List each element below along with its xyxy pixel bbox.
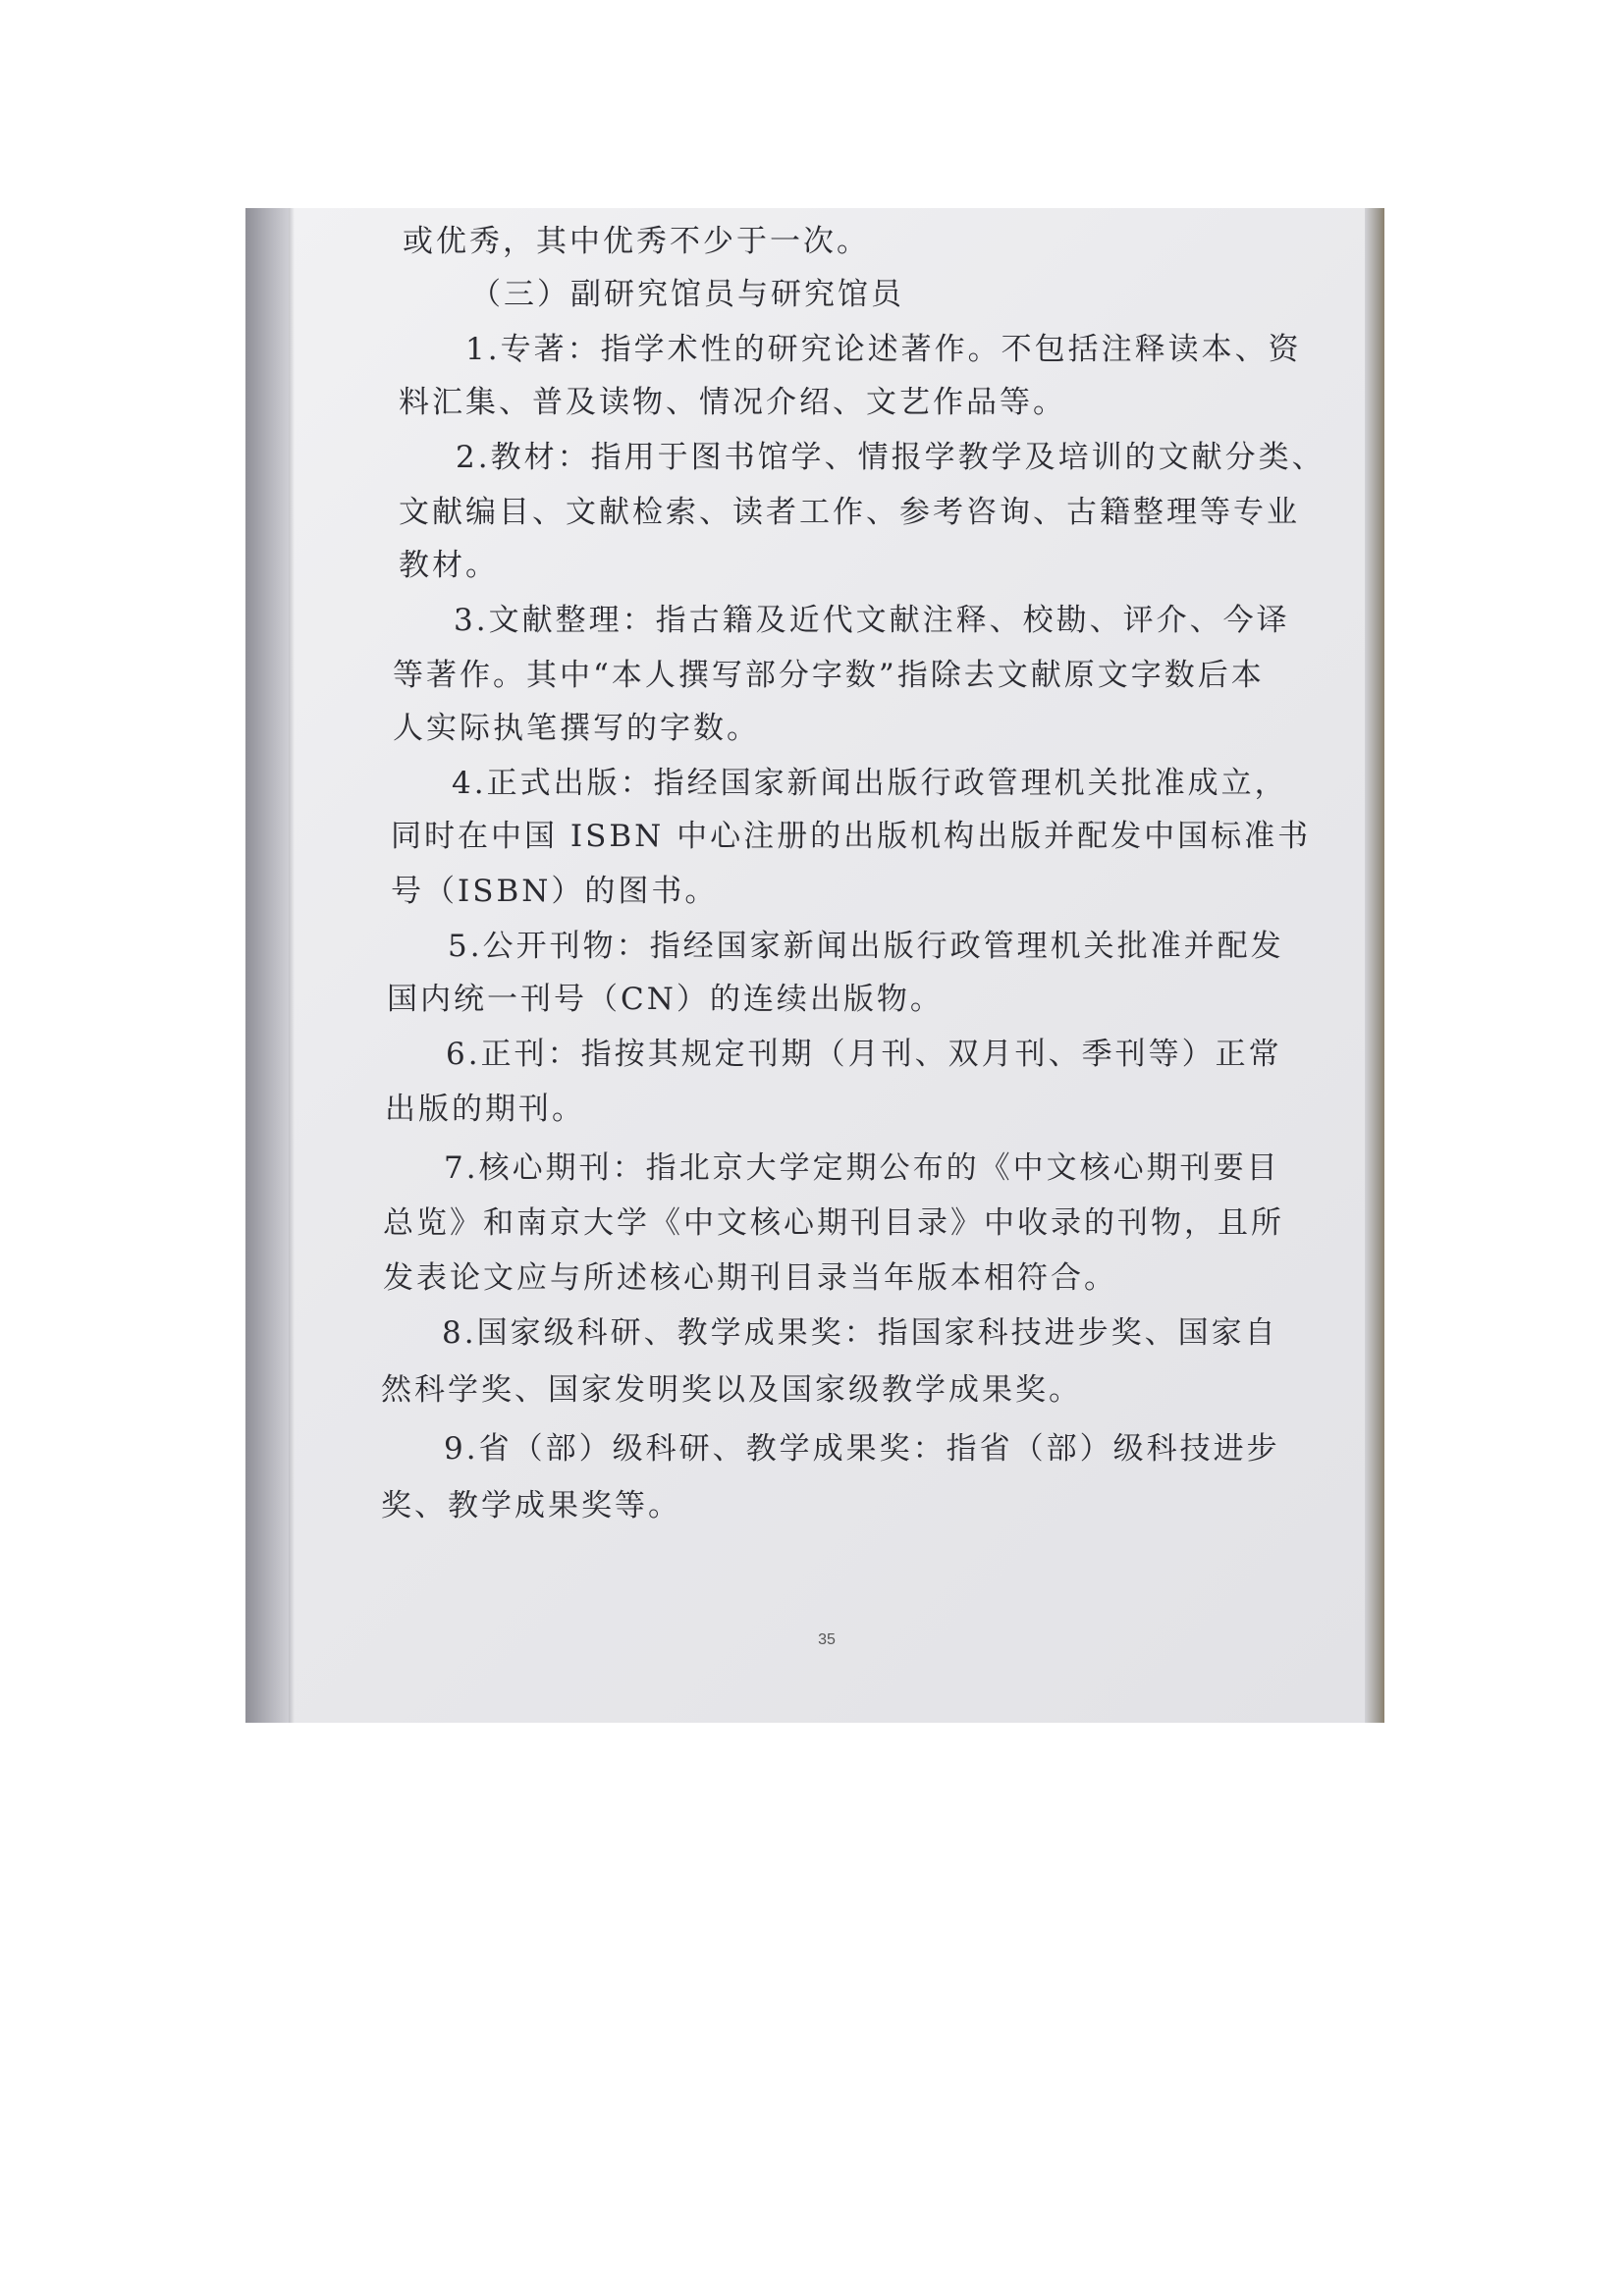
- text-line: 发表论文应与所述核心期刊目录当年版本相符合。: [383, 1260, 1117, 1296]
- text-line: 文献编目、文献检索、读者工作、参考咨询、古籍整理等专业: [399, 495, 1300, 530]
- text-line: 国内统一刊号（CN）的连续出版物。: [387, 982, 944, 1017]
- text-line: 5.公开刊物：指经国家新闻出版行政管理机关批准并配发: [448, 929, 1284, 964]
- document-photo: [245, 208, 1384, 1723]
- text-line: 等著作。其中“本人撰写部分字数”指除去文献原文字数后本: [393, 658, 1265, 693]
- text-line: 号（ISBN）的图书。: [391, 874, 719, 909]
- text-line: 或优秀，其中优秀不少于一次。: [403, 224, 870, 259]
- document-content: [289, 208, 1365, 1723]
- text-line: 料汇集、普及读物、情况介绍、文艺作品等。: [399, 385, 1066, 420]
- text-line: 9.省（部）级科研、教学成果奖：指省（部）级科技进步: [444, 1431, 1280, 1467]
- paper-sheet: [289, 208, 1365, 1723]
- text-line: 8.国家级科研、教学成果奖：指国家科技进步奖、国家自: [442, 1315, 1278, 1351]
- text-line: 同时在中国 ISBN 中心注册的出版机构出版并配发中国标准书: [391, 819, 1312, 854]
- text-line: 3.文献整理：指古籍及近代文献注释、校勘、评介、今译: [454, 603, 1290, 638]
- text-line: 总览》和南京大学《中文核心期刊目录》中收录的刊物，且所: [383, 1205, 1284, 1241]
- page-number: 35: [818, 1631, 836, 1648]
- text-line: 出版的期刊。: [385, 1092, 585, 1127]
- text-line: 教材。: [399, 548, 499, 583]
- section-heading: （三）副研究馆员与研究馆员: [470, 277, 904, 312]
- text-line: 然科学奖、国家发明奖以及国家级教学成果奖。: [381, 1372, 1082, 1408]
- left-shadow: [245, 208, 289, 1723]
- text-line: 1.专著：指学术性的研究论述著作。不包括注释读本、资: [465, 332, 1302, 367]
- text-line: 人实际执笔撰写的字数。: [393, 711, 760, 746]
- text-line: 7.核心期刊：指北京大学定期公布的《中文核心期刊要目: [444, 1150, 1280, 1186]
- right-shadow: [1365, 208, 1384, 1723]
- text-line: 2.教材：指用于图书馆学、情报学教学及培训的文献分类、: [456, 440, 1326, 475]
- text-line: 6.正刊：指按其规定刊期（月刊、双月刊、季刊等）正常: [446, 1037, 1282, 1072]
- text-line: 奖、教学成果奖等。: [381, 1488, 681, 1523]
- text-line: 4.正式出版：指经国家新闻出版行政管理机关批准成立，: [452, 766, 1288, 801]
